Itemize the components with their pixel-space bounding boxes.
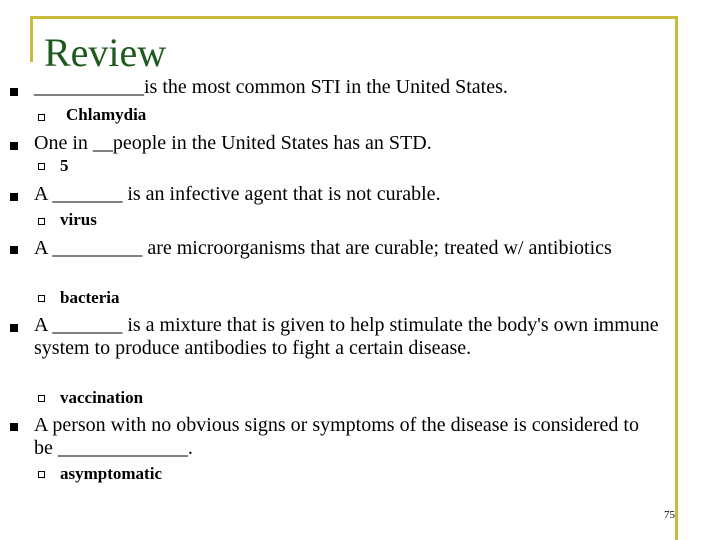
answer-2: 5 [60,156,69,175]
bullet-square-icon [10,324,18,332]
bullet-hollow-square-icon [38,218,45,225]
bullet-square-icon [10,142,18,150]
bullet-hollow-square-icon [38,163,45,170]
answer-1: Chlamydia [66,105,147,124]
slide-title: Review [44,30,167,75]
question-5: A _______ is a mixture that is given to help stimulate the body's own immune system to produce antibodies to fight a certain disease. [34,314,659,359]
bullet-square-icon [10,246,18,254]
bullet-square-icon [10,423,18,431]
question-6: A person with no obvious signs or symptoms of the disease is considered to be _____________. [34,414,639,459]
bullet-hollow-square-icon [38,295,45,302]
question-4: A _________ are microorganisms that are curable; treated w/ antibiotics [34,237,612,259]
answer-5: vaccination [60,388,144,407]
bullet-hollow-square-icon [38,395,45,402]
answer-3: virus [60,210,97,229]
question-3: A _______ is an infective agent that is not curable. [34,183,441,205]
slide-frame-right [675,16,678,540]
bullet-square-icon [10,88,18,96]
slide-frame-top [30,16,678,19]
bullet-square-icon [10,193,18,201]
question-1: ___________is the most common STI in the United States. [34,76,508,98]
answer-4: bacteria [60,288,120,307]
slide-frame-left [30,16,33,62]
bullet-hollow-square-icon [38,471,45,478]
question-2: One in __people in the United States has an STD. [34,132,432,154]
answer-6: asymptomatic [60,464,162,483]
page-number: 75 [664,509,675,521]
bullet-hollow-square-icon [38,114,45,121]
